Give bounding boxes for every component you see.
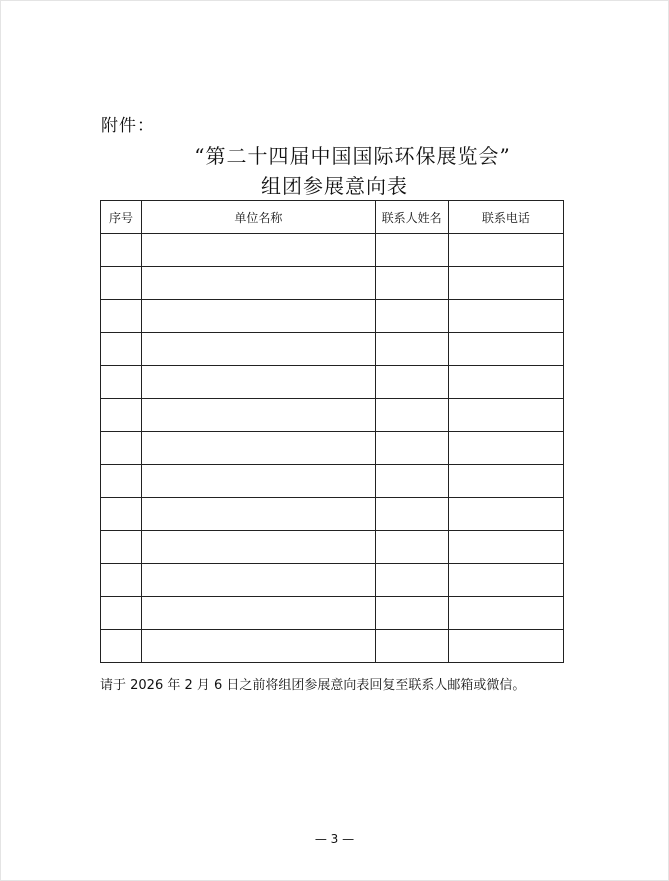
cell-serial-number xyxy=(101,432,142,465)
header-serial-number: 序号 xyxy=(101,201,142,234)
cell-contact-phone xyxy=(448,498,563,531)
cell-serial-number xyxy=(101,366,142,399)
table-row xyxy=(101,597,564,630)
cell-company-name xyxy=(142,333,376,366)
cell-company-name xyxy=(142,234,376,267)
cell-contact-phone xyxy=(448,564,563,597)
cell-company-name xyxy=(142,267,376,300)
header-company-name: 单位名称 xyxy=(142,201,376,234)
cell-company-name xyxy=(142,432,376,465)
registration-table xyxy=(100,200,564,663)
cell-contact-phone xyxy=(448,630,563,663)
cell-company-name xyxy=(142,531,376,564)
table-row xyxy=(101,564,564,597)
cell-contact-name xyxy=(375,531,448,564)
cell-contact-phone xyxy=(448,267,563,300)
cell-contact-name xyxy=(375,267,448,300)
cell-contact-phone xyxy=(448,234,563,267)
cell-contact-phone xyxy=(448,300,563,333)
cell-company-name xyxy=(142,300,376,333)
cell-serial-number xyxy=(101,597,142,630)
cell-contact-name xyxy=(375,564,448,597)
cell-contact-name xyxy=(375,366,448,399)
cell-contact-name xyxy=(375,498,448,531)
cell-company-name xyxy=(142,465,376,498)
cell-company-name xyxy=(142,630,376,663)
title-line-2: 组团参展意向表 xyxy=(261,174,408,198)
cell-contact-name xyxy=(375,432,448,465)
cell-serial-number xyxy=(101,564,142,597)
cell-contact-phone xyxy=(448,399,563,432)
cell-serial-number xyxy=(101,333,142,366)
cell-company-name xyxy=(142,498,376,531)
cell-company-name xyxy=(142,597,376,630)
cell-serial-number xyxy=(101,630,142,663)
table-row xyxy=(101,333,564,366)
cell-contact-name xyxy=(375,300,448,333)
table-body xyxy=(101,234,564,663)
header-contact-phone: 联系电话 xyxy=(448,201,563,234)
table-row xyxy=(101,630,564,663)
cell-serial-number xyxy=(101,498,142,531)
title-line-1: “第二十四届中国国际环保展览会” xyxy=(194,144,511,168)
cell-serial-number xyxy=(101,531,142,564)
table-row xyxy=(101,531,564,564)
attachment-label: 附件： xyxy=(101,116,155,136)
table-row xyxy=(101,432,564,465)
cell-serial-number xyxy=(101,234,142,267)
cell-contact-name xyxy=(375,597,448,630)
cell-contact-name xyxy=(375,399,448,432)
table-row xyxy=(101,234,564,267)
cell-company-name xyxy=(142,399,376,432)
page-number: — 3 — xyxy=(314,832,355,846)
table-row xyxy=(101,267,564,300)
cell-contact-phone xyxy=(448,465,563,498)
cell-company-name xyxy=(142,564,376,597)
table-header-row xyxy=(101,201,564,234)
cell-contact-name xyxy=(375,333,448,366)
cell-contact-phone xyxy=(448,531,563,564)
cell-contact-name xyxy=(375,630,448,663)
cell-serial-number xyxy=(101,300,142,333)
cell-contact-phone xyxy=(448,597,563,630)
cell-contact-name xyxy=(375,234,448,267)
table-row xyxy=(101,399,564,432)
cell-contact-name xyxy=(375,465,448,498)
table-row xyxy=(101,498,564,531)
cell-serial-number xyxy=(101,399,142,432)
cell-serial-number xyxy=(101,465,142,498)
cell-contact-phone xyxy=(448,432,563,465)
cell-contact-phone xyxy=(448,333,563,366)
submission-note: 请于 2026 年 2 月 6 日之前将组团参展意向表回复至联系人邮箱或微信。 xyxy=(100,678,526,693)
table-row xyxy=(101,300,564,333)
cell-contact-phone xyxy=(448,366,563,399)
cell-company-name xyxy=(142,366,376,399)
cell-serial-number xyxy=(101,267,142,300)
table-row xyxy=(101,366,564,399)
header-contact-name: 联系人姓名 xyxy=(375,201,448,234)
table-row xyxy=(101,465,564,498)
